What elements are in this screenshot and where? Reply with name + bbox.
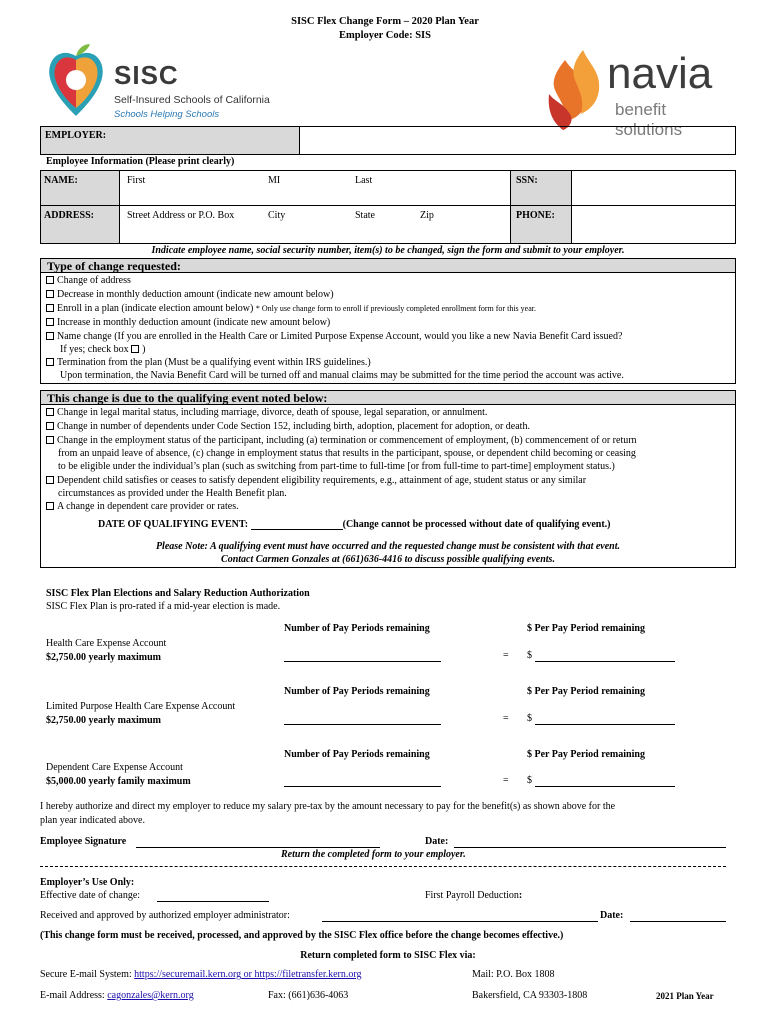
qualifying-note: Please Note: A qualifying event must have occurred and the requested change must be consistent with that event. Contact Carmen Gonzales at (661)636-4416 to discuss possible qualifying events. bbox=[155, 541, 621, 565]
elections-subheading: SISC Flex Plan is pro-rated if a mid-year election is made. bbox=[46, 601, 281, 612]
amount-input[interactable] bbox=[535, 786, 675, 787]
name-label: NAME: bbox=[44, 175, 78, 186]
checkbox[interactable] bbox=[46, 304, 54, 312]
pay-periods-input[interactable] bbox=[284, 786, 441, 787]
equals-sign: = bbox=[503, 713, 509, 724]
phone-label: PHONE: bbox=[516, 210, 555, 221]
enroll-note: * Only use change form to enroll if previously completed enrollment form for this year. bbox=[255, 304, 536, 313]
employment-option[interactable]: Change in the employment status of the participant, including (a) termination or commencement of employment, (b) commencement of or return bbox=[46, 434, 736, 447]
employer-input[interactable] bbox=[299, 126, 736, 155]
checkbox[interactable] bbox=[46, 276, 54, 284]
amount-input[interactable] bbox=[535, 661, 675, 662]
pay-periods-header: Number of Pay Periods remaining bbox=[284, 749, 430, 760]
account-max: $2,750.00 yearly maximum bbox=[46, 652, 161, 663]
mail-address: Mail: P.O. Box 1808 bbox=[472, 969, 555, 980]
employer-label-cell bbox=[40, 126, 300, 155]
checkbox[interactable] bbox=[46, 476, 54, 484]
first-name-field[interactable]: First bbox=[127, 175, 146, 186]
termination-option[interactable]: Termination from the plan (Must be a qualifying event within IRS guidelines.) bbox=[46, 356, 736, 369]
employee-info-heading: Employee Information (Please print clearly) bbox=[46, 156, 235, 167]
checkbox[interactable] bbox=[46, 318, 54, 326]
mail-city: Bakersfield, CA 93303-1808 bbox=[472, 990, 588, 1001]
employment-cont-2: to be eligible under the individual’s plan (such as switching from part-time to full-time [or from full-time to part-time] employment status.) bbox=[58, 461, 615, 472]
change-type-header bbox=[40, 258, 736, 273]
checkbox[interactable] bbox=[46, 358, 54, 366]
pay-periods-input[interactable] bbox=[284, 661, 441, 662]
pay-periods-header: Number of Pay Periods remaining bbox=[284, 623, 430, 634]
checkbox[interactable] bbox=[46, 436, 54, 444]
amount-input[interactable] bbox=[535, 724, 675, 725]
account-max: $5,000.00 yearly family maximum bbox=[46, 776, 191, 787]
account-name: Limited Purpose Health Care Expense Account bbox=[46, 701, 236, 712]
secure-link-2[interactable]: https://filetransfer.kern.org bbox=[254, 969, 362, 980]
per-period-header: $ Per Pay Period remaining bbox=[527, 749, 645, 760]
sisc-fullname: Self-Insured Schools of California bbox=[114, 94, 270, 106]
navia-logo bbox=[545, 49, 735, 139]
employment-cont-1: from an unpaid leave of absence, (c) change in employment status that results in the participant, spouse, or dependent child becoming or ceasing bbox=[58, 448, 636, 459]
effective-date-input[interactable] bbox=[157, 901, 269, 902]
secure-or: or bbox=[241, 969, 255, 980]
street-field[interactable]: Street Address or P.O. Box bbox=[127, 210, 235, 221]
email-line: E-mail Address: cagonzales@kern.org bbox=[40, 990, 194, 1001]
termination-note: Upon termination, the Navia Benefit Card will be turned off and manual claims may be submitted for the time period the account was active. bbox=[60, 370, 624, 381]
return-heading: Return completed form to SISC Flex via: bbox=[300, 950, 476, 961]
email-link[interactable]: cagonzales@kern.org bbox=[107, 990, 194, 1001]
ssn-label: SSN: bbox=[516, 175, 538, 186]
flame-icon bbox=[545, 50, 605, 130]
first-payroll-label: First Payroll Deduction: bbox=[425, 890, 523, 901]
pay-periods-header: Number of Pay Periods remaining bbox=[284, 686, 430, 697]
checkbox[interactable] bbox=[46, 290, 54, 298]
sisc-logo bbox=[46, 42, 286, 124]
employer-use-heading: Employer’s Use Only: bbox=[40, 877, 135, 888]
name-change-card-line: If yes; check box ) bbox=[60, 344, 146, 355]
new-card-checkbox[interactable] bbox=[131, 345, 139, 353]
qualifying-date-line: DATE OF QUALIFYING EVENT: (Change cannot be processed without date of qualifying event.) bbox=[98, 519, 611, 530]
received-date-label: Date: bbox=[600, 910, 624, 921]
per-period-header: $ Per Pay Period remaining bbox=[527, 686, 645, 697]
decrease-option[interactable]: Decrease in monthly deduction amount (indicate new amount below) bbox=[46, 288, 736, 301]
change-type-heading: Type of change requested: bbox=[47, 259, 181, 273]
name-change-option[interactable]: Name change (If you are enrolled in the Health Care or Limited Purpose Expense Account, would you like a new Navia Benefit Card issued? bbox=[46, 330, 736, 343]
dependent-eligibility-option[interactable]: Dependent child satisfies or ceases to satisfy dependent eligibility requirements, e.g., attainment of age, student status or any similar bbox=[46, 474, 736, 487]
qualifying-heading: This change is due to the qualifying event noted below: bbox=[47, 391, 328, 405]
authorization-text: I hereby authorize and direct my employer to reduce my salary pre-tax by the amount necessary to pay for the benefit(s) as shown above for the plan year indicated above. bbox=[40, 801, 616, 826]
return-to-employer-note: Return the completed form to your employer. bbox=[281, 849, 466, 860]
processing-notice: (This change form must be received, processed, and approved by the SISC Flex office before the change becomes effective.) bbox=[40, 930, 564, 941]
administrator-input[interactable] bbox=[322, 921, 598, 922]
checkbox[interactable] bbox=[46, 332, 54, 340]
change-address-option[interactable]: Change of address bbox=[46, 274, 736, 287]
qualifying-header bbox=[40, 390, 736, 405]
effective-date-label: Effective date of change: bbox=[40, 890, 141, 901]
secure-email-line: Secure E-mail System: https://securemail.kern.org or https://filetransfer.kern.org bbox=[40, 969, 362, 980]
last-name-field[interactable]: Last bbox=[355, 175, 373, 186]
pay-periods-input[interactable] bbox=[284, 724, 441, 725]
dependent-cont: circumstances as provided under the Health Benefit plan. bbox=[58, 488, 287, 499]
sisc-tagline: Schools Helping Schools bbox=[114, 109, 220, 120]
dollar-sign: $ bbox=[527, 650, 532, 661]
dollar-sign: $ bbox=[527, 775, 532, 786]
plan-year-footer: 2021 Plan Year bbox=[656, 991, 714, 1001]
employer-label: EMPLOYER: bbox=[45, 130, 107, 141]
checkbox[interactable] bbox=[46, 408, 54, 416]
zip-field[interactable]: Zip bbox=[420, 210, 434, 221]
instruction-text: Indicate employee name, social security number, item(s) to be changed, sign the form and submit to your employer. bbox=[151, 245, 625, 256]
form-title: SISC Flex Change Form – 2020 Plan Year Employer Code: SIS bbox=[291, 16, 479, 41]
account-max: $2,750.00 yearly maximum bbox=[46, 715, 161, 726]
mi-field[interactable]: MI bbox=[268, 175, 281, 186]
increase-option[interactable]: Increase in monthly deduction amount (indicate new amount below) bbox=[46, 316, 736, 329]
checkbox[interactable] bbox=[46, 422, 54, 430]
care-provider-option[interactable]: A change in dependent care provider or rates. bbox=[46, 500, 736, 513]
marital-option[interactable]: Change in legal marital status, including marriage, divorce, death of spouse, legal separation, or annulment. bbox=[46, 406, 736, 419]
navia-wordmark: navia bbox=[607, 49, 713, 98]
ssn-input[interactable] bbox=[573, 171, 735, 205]
navia-tagline: benefit solutions bbox=[615, 100, 683, 139]
dollar-sign: $ bbox=[527, 713, 532, 724]
apple-icon bbox=[46, 42, 106, 118]
received-date-input[interactable] bbox=[630, 921, 726, 922]
fax-number: Fax: (661)636-4063 bbox=[268, 990, 349, 1001]
qualifying-date-input[interactable] bbox=[251, 519, 343, 530]
signature-label: Employee Signature bbox=[40, 836, 127, 847]
checkbox[interactable] bbox=[46, 502, 54, 510]
enroll-option[interactable]: Enroll in a plan (indicate election amount below) * Only use change form to enroll if previously completed enrollment form for this year. bbox=[46, 302, 736, 315]
cut-line bbox=[40, 866, 726, 867]
account-name: Dependent Care Expense Account bbox=[46, 762, 183, 773]
per-period-header: $ Per Pay Period remaining bbox=[527, 623, 645, 634]
equals-sign: = bbox=[503, 650, 509, 661]
signature-date-input[interactable] bbox=[454, 847, 726, 848]
city-field[interactable]: City bbox=[268, 210, 286, 221]
received-label: Received and approved by authorized employer administrator: bbox=[40, 910, 290, 921]
sisc-wordmark: SISC bbox=[114, 60, 179, 90]
equals-sign: = bbox=[503, 775, 509, 786]
dependents-option[interactable]: Change in number of dependents under Code Section 152, including birth, adoption, placement for adoption, or death. bbox=[46, 420, 736, 433]
phone-input[interactable] bbox=[573, 206, 735, 243]
address-label: ADDRESS: bbox=[44, 210, 95, 221]
account-name: Health Care Expense Account bbox=[46, 638, 167, 649]
signature-input[interactable] bbox=[136, 847, 380, 848]
signature-date-label: Date: bbox=[425, 836, 449, 847]
elections-heading: SISC Flex Plan Elections and Salary Reduction Authorization bbox=[46, 588, 310, 599]
secure-link-1[interactable]: https://securemail.kern.org bbox=[134, 969, 242, 980]
state-field[interactable]: State bbox=[355, 210, 375, 221]
